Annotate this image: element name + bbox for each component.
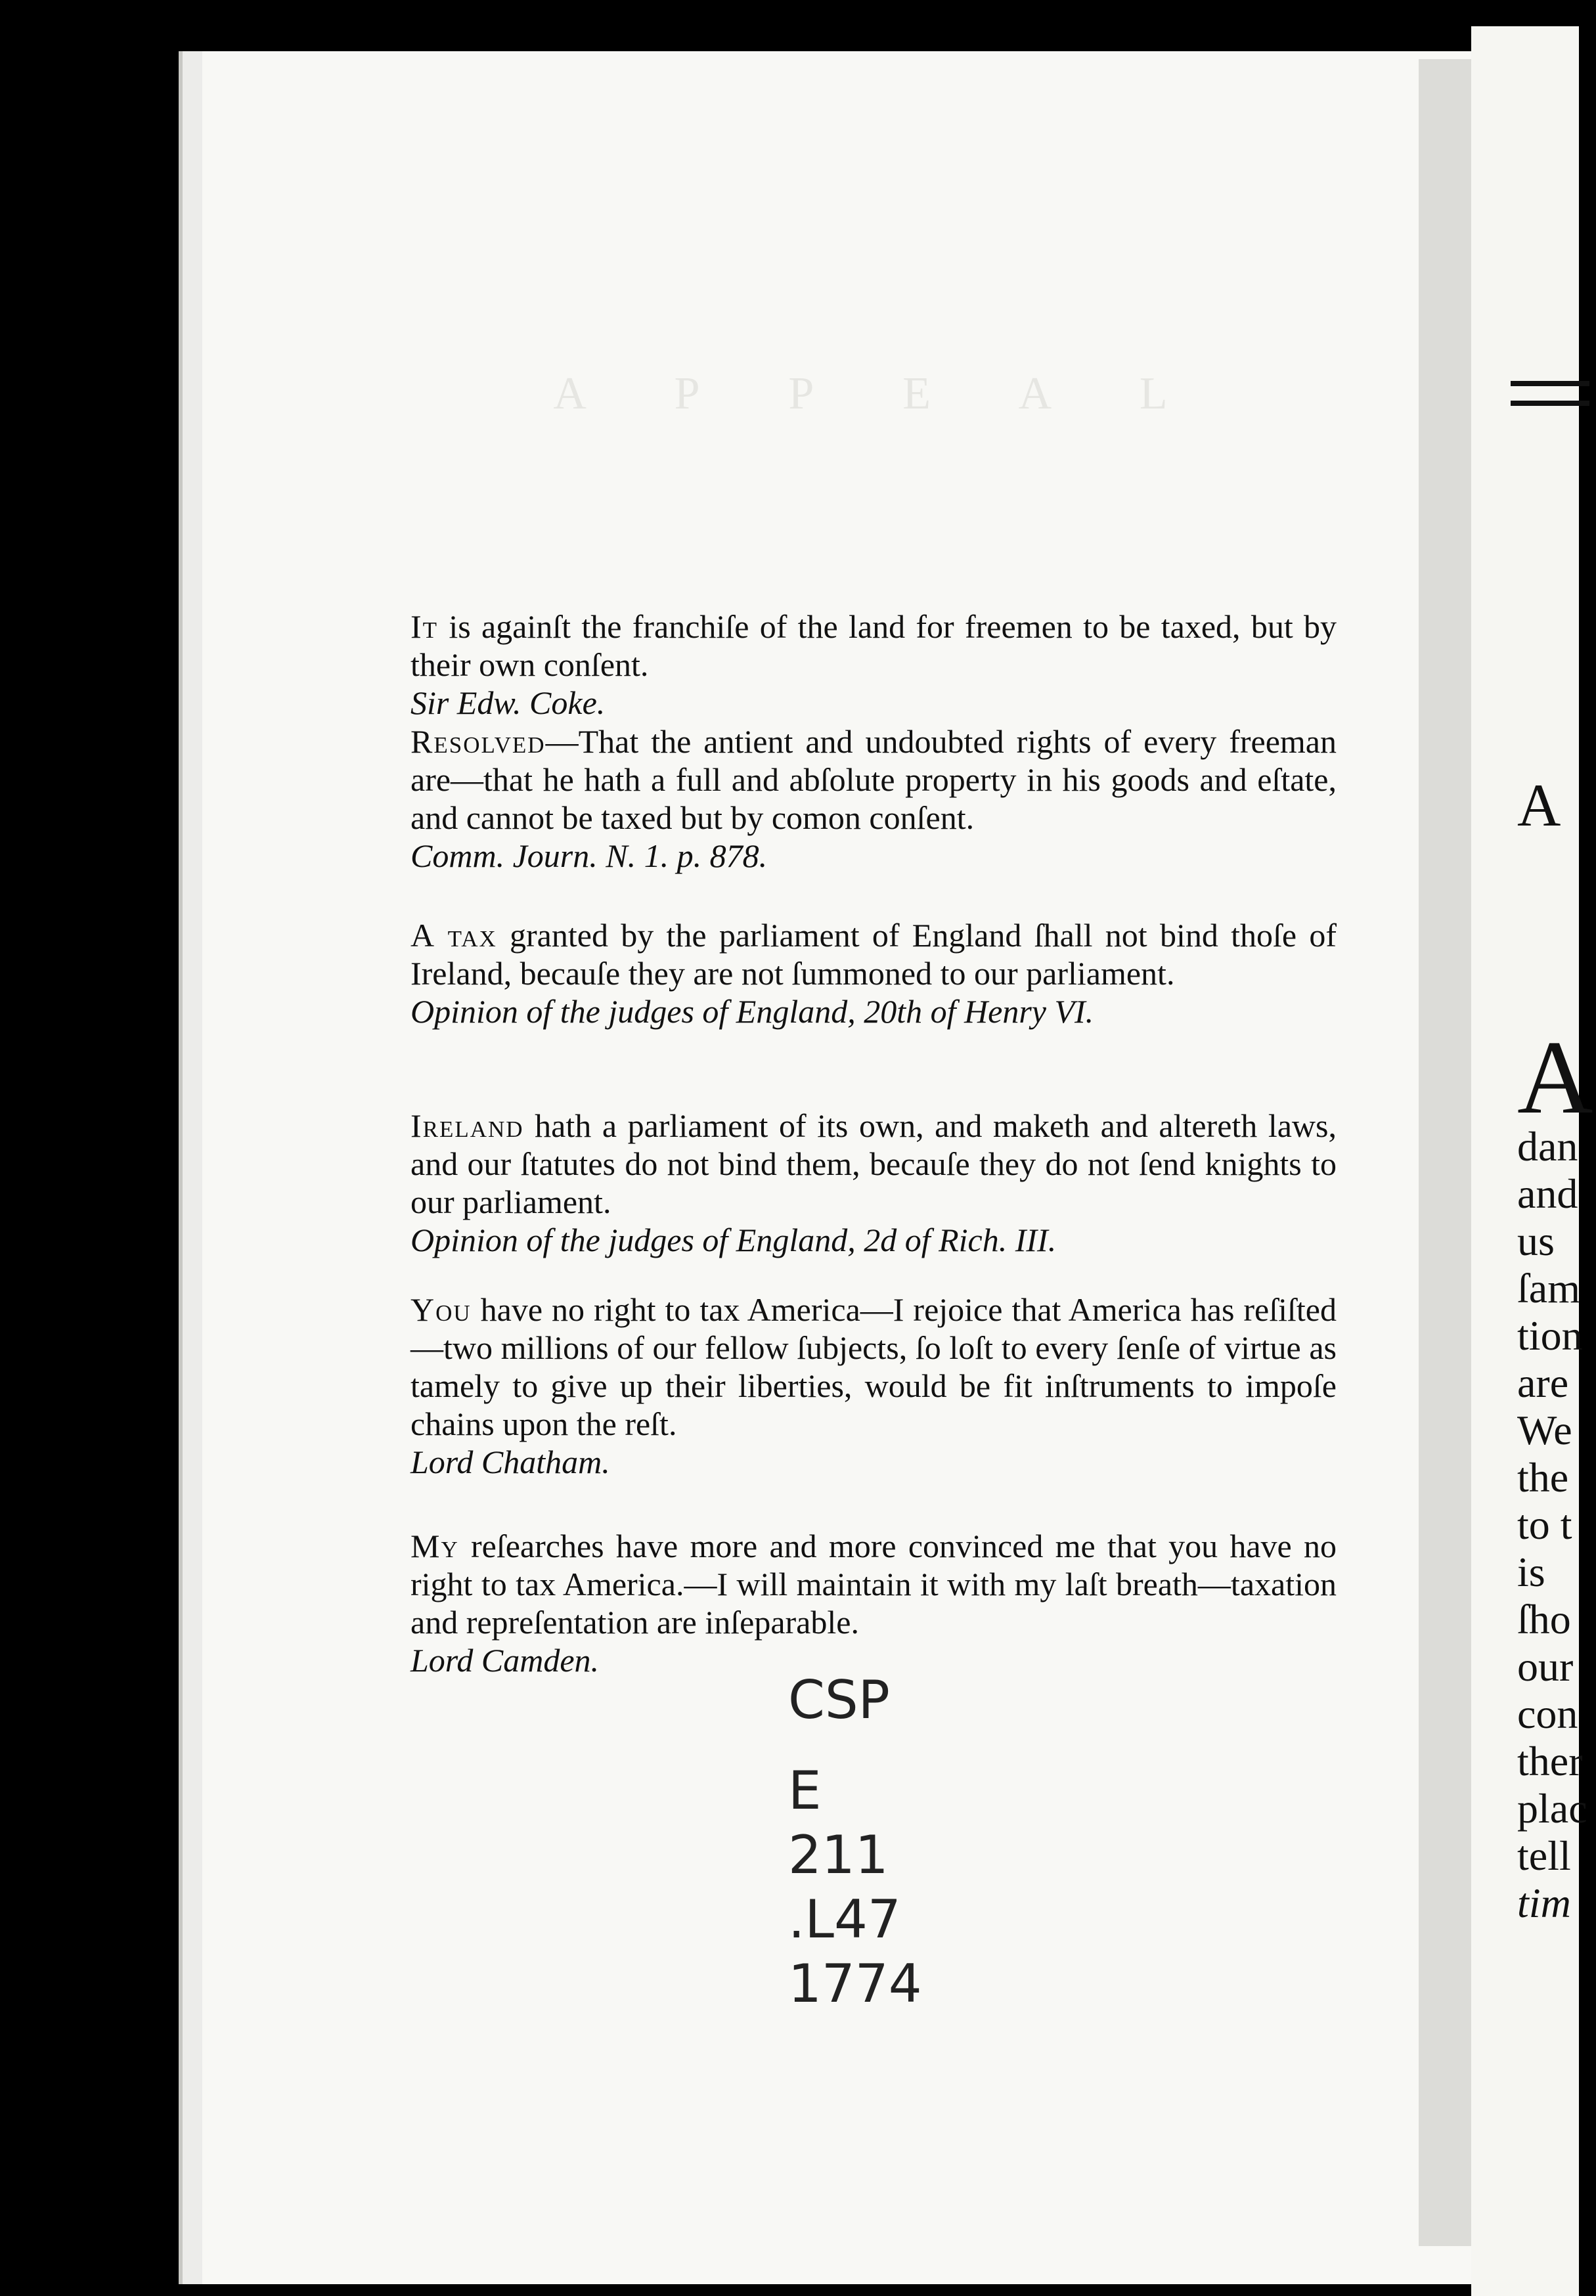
right-line: to t [1517, 1501, 1572, 1548]
quote-lead: It [410, 608, 439, 645]
right-line: the [1517, 1454, 1569, 1501]
right-line: con [1517, 1690, 1578, 1737]
right-line: ſam [1517, 1265, 1580, 1312]
quote-commons-journal [410, 722, 1337, 875]
right-page-fragment [1471, 26, 1593, 2296]
page-edge [1419, 59, 1471, 2246]
quote-source: Opinion of the judges of England, 2d of Rich. III. [410, 1222, 1057, 1258]
quote-lead: You [410, 1291, 472, 1328]
call-number-line: CSP [788, 1669, 890, 1731]
call-number-line: .L47 [788, 1889, 901, 1950]
right-heading-letter: A [1517, 772, 1561, 839]
quote-text: hath a parliament of its own, and maketh and altereth laws, and our ſtatutes do not bind them, becauſe they do not ſend knights to our parliament. [410, 1107, 1337, 1220]
right-line: ther [1517, 1738, 1583, 1784]
quote-lead: A tax [410, 917, 497, 954]
double-rule [1511, 381, 1589, 386]
right-line: our [1517, 1643, 1574, 1690]
quote-source: Opinion of the judges of England, 20th of Henry VI. [410, 993, 1094, 1030]
quote-text: —That the antient and undoubted rights of every freeman are—that he hath a full and abſolute property in his goods and eſtate, and cannot be taxed but by comon conſent. [410, 723, 1337, 836]
right-line: and [1517, 1170, 1578, 1217]
quote-source: Comm. Journ. N. 1. p. 878. [410, 837, 768, 874]
quote-lead: My [410, 1528, 459, 1564]
quote-lead: Ireland [410, 1107, 524, 1144]
right-line: us [1517, 1218, 1555, 1264]
quote-text: granted by the parliament of England ſhall not bind thoſe of Ireland, becauſe they are not ſummoned to our parliament. [410, 917, 1337, 992]
call-number-line: 1774 [788, 1953, 922, 2014]
quote-text: have no right to tax America—I rejoice that America has reſiſted—two millions of our fellow ſubjects, ſo loſt to every ſenſe of virtue as tamely to give up their liberties, would be fit inſtruments to impoſe chains upon the reſt. [410, 1291, 1337, 1442]
right-line: dan [1517, 1123, 1578, 1170]
quote-source: Lord Camden. [410, 1642, 600, 1679]
call-number-line: E [788, 1760, 822, 1821]
right-line: tim [1517, 1880, 1571, 1926]
quote-source: Sir Edw. Coke. [410, 684, 606, 721]
quote-text: is againſt the franchiſe of the land for freemen to be taxed, but by their own conſent. [410, 608, 1337, 683]
right-page-lines [1517, 1123, 1596, 1927]
right-drop-cap: A [1517, 1019, 1593, 1136]
right-line: tell [1517, 1832, 1571, 1879]
quote-source: Lord Chatham. [410, 1444, 610, 1480]
right-line: tion [1517, 1312, 1583, 1359]
right-line: plac [1517, 1785, 1587, 1832]
right-line: is [1517, 1549, 1545, 1595]
quote-lead: Resolved [410, 723, 546, 760]
quote-coke [410, 607, 1337, 722]
quote-camden [410, 1527, 1337, 1679]
right-line: ſho [1517, 1596, 1571, 1643]
quote-judges-henry [410, 916, 1337, 1030]
handwritten-call-number [788, 1668, 985, 2016]
double-rule [1511, 401, 1589, 406]
show-through-title: A P P E A L [553, 368, 1207, 419]
right-line: are [1517, 1359, 1569, 1406]
quote-chatham [410, 1291, 1337, 1481]
quote-text: reſearches have more and more convinced me that you have no right to tax America.—I will maintain it with my laſt breath—taxation and repreſentation are inſeparable. [410, 1528, 1337, 1641]
right-line: We [1517, 1407, 1572, 1453]
call-number-line: 211 [788, 1824, 889, 1886]
quote-judges-richard [410, 1107, 1337, 1259]
